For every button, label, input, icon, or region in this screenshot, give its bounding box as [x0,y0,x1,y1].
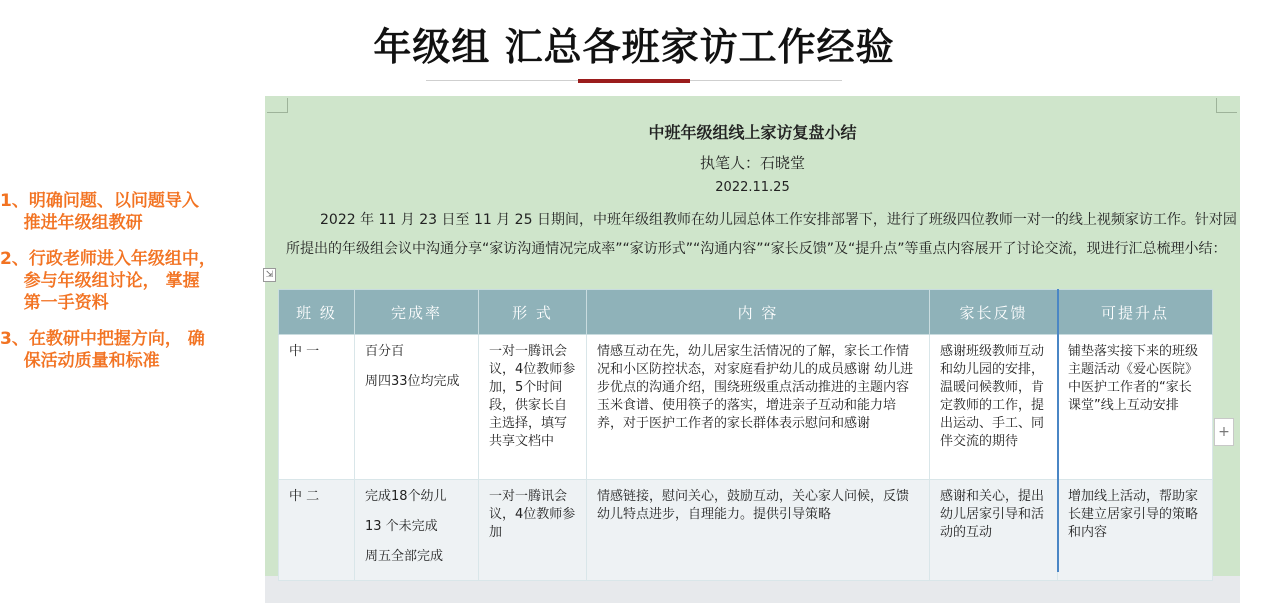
margin-corner-mark [1216,98,1237,113]
header-rate: 完成率 [355,290,479,335]
cell-improve[interactable]: 铺垫落实接下来的班级主题活动《爱心医院》中医护工作者的“家长课堂”线上互动安排 [1058,335,1213,480]
notes-list [0,190,262,386]
slide-title: 年级组 汇总各班家访工作经验 [373,25,895,69]
cell-feedback[interactable]: 感谢和关心，提出幼儿居家引导和活动的互动 [930,480,1058,581]
table-header-row [279,290,1213,335]
table-anchor-icon[interactable]: ⇲ [263,268,276,282]
cell-content[interactable]: 情感互动在先，幼儿居家生活情况的了解，家长工作情况和小区防控状态，对家庭看护幼儿的成员感谢 幼儿进步优点的沟通介绍，围绕班级重点活动推进的主题内容玉米食谱、使用筷子的落实，增进亲子互动和能力培养，对于医护工作者的家长群体表示慰问和感谢 [587,335,930,480]
document-author: 执笔人：石晓堂 [699,154,805,172]
rate-line: 13 个未完成 [365,519,438,534]
document-paragraph: 2022 年 11 月 23 日至 11 月 25 日期间，中班年级组教师在幼儿园总体工作安排部署下，进行了班级四位教师一对一的线上视频家访工作。针对园所提出的年级组会议中沟通分享“家访沟通情况完成率”“家访形式”“沟通内容”“家长反馈”及“提升点”等重点内容展开了讨论交流，现进行汇总梳理小结： [286,212,1237,257]
header-content: 内 容 [587,290,930,335]
note-item: 3、在教研中把握方向， 确 保活动质量和标准 [0,329,205,371]
cell-form[interactable]: 一对一腾讯会议，4位教师参加 [479,480,587,581]
document-title: 中班年级组线上家访复盘小结 [648,123,857,142]
header-feedback: 家长反馈 [930,290,1058,335]
cell-class[interactable]: 中 二 [279,480,355,581]
rate-line: 完成18个幼儿 [365,489,447,504]
table-row [279,480,1213,581]
summary-table [278,289,1213,581]
cell-form[interactable]: 一对一腾讯会议，4位教师参加，5个时间段，供家长自主选择，填写共享文档中 [479,335,587,480]
cell-class[interactable]: 中 一 [279,335,355,480]
cell-improve[interactable]: 增加线上活动，帮助家长建立居家引导的策略和内容 [1058,480,1213,581]
document-date: 2022.11.25 [715,180,790,195]
margin-corner-mark [267,98,288,113]
header-improve: 可提升点 [1058,290,1213,335]
rate-line: 百分百 [365,344,405,359]
note-item: 2、行政老师进入年级组中， 参与年级组讨论， 掌握 第一手资料 [0,249,216,313]
cell-rate[interactable] [355,335,479,480]
note-item: 1、明确问题、以问题导入 推进年级组教研 [0,191,199,233]
rate-line: 周四33位均完成 [365,374,460,389]
title-divider-accent [578,79,690,83]
rate-line: 周五全部完成 [365,549,444,564]
header-class: 班 级 [279,290,355,335]
cell-rate[interactable] [355,480,479,581]
add-icon[interactable]: + [1214,418,1234,446]
text-cursor-line [1057,289,1059,572]
header-form: 形 式 [479,290,587,335]
table-row [279,335,1213,480]
cell-feedback[interactable]: 感谢班级教师互动和幼儿园的安排，温暖问候教师，肯定教师的工作，提出运动、手工、同伴交流的期待 [930,335,1058,480]
cell-content[interactable]: 情感链接，慰问关心，鼓励互动，关心家人问候，反馈幼儿特点进步，自理能力。提供引导策略 [587,480,930,581]
